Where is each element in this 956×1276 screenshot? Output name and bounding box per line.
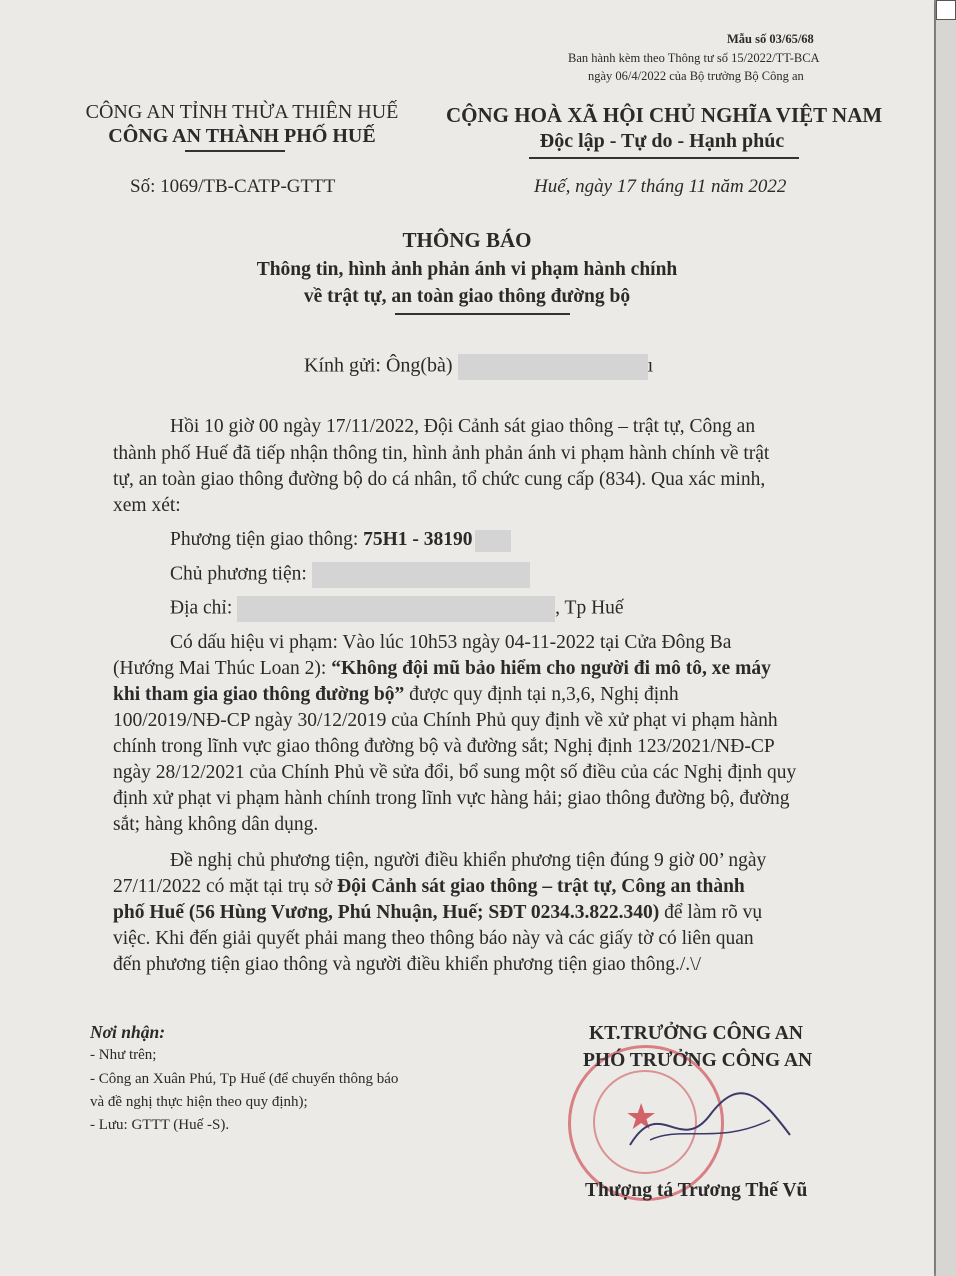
- violation-line-4: 100/2019/NĐ-CP ngày 30/12/2019 của Chính Phủ quy định về xử phạt vi phạm hành: [113, 710, 778, 731]
- redacted-name: [458, 354, 648, 380]
- star-icon: ★: [625, 1097, 658, 1137]
- owner-label: Chủ phương tiện:: [170, 563, 312, 585]
- request-office-1: Đội Cảnh sát giao thông – trật tự, Công an thành: [337, 876, 745, 897]
- corner-checkbox: [936, 0, 956, 20]
- form-code: Mẫu số 03/65/68: [727, 32, 814, 46]
- handwritten-signature: [620, 1085, 800, 1165]
- para1-line-2: thành phố Huế đã tiếp nhận thông tin, hình ảnh phản ánh vi phạm hành chính về trật: [113, 443, 770, 464]
- request-office-2: phố Huế (56 Hùng Vương, Phú Nhuận, Huế; SĐT 0234.3.822.340): [113, 902, 660, 923]
- vehicle-line: [170, 529, 511, 552]
- notice-subtitle-1: Thông tin, hình ảnh phản ánh vi phạm hành chính: [256, 259, 678, 280]
- violation-regulation: được quy định tại n,3,6, Nghị định: [404, 684, 679, 705]
- signature-line-1: KT.TRƯỞNG CÔNG AN: [589, 1023, 803, 1044]
- recipient-end: ı: [647, 354, 654, 377]
- violation-line-3: [113, 684, 679, 706]
- signer-name: Thượng tá Trương Thế Vũ: [585, 1180, 808, 1201]
- request-line-1: Đề nghị chủ phương tiện, người điều khiển phương tiện đúng 9 giờ 00’ ngày: [170, 850, 767, 871]
- vehicle-plate: 75H1 - 38190: [363, 529, 473, 550]
- recipients-item-1: - Như trên;: [90, 1047, 157, 1063]
- request-date: 27/11/2022 có mặt tại trụ sở: [113, 876, 338, 897]
- violation-offense-2: khi tham gia giao thông đường bộ”: [113, 684, 405, 705]
- violation-line-6: ngày 28/12/2021 của Chính Phủ về sửa đổi, bổ sung một số điều của các Nghị định quy: [113, 762, 797, 783]
- notice-title: THÔNG BÁO: [402, 228, 532, 252]
- para1-line-4: xem xét:: [113, 495, 181, 516]
- request-line-2: [113, 876, 745, 898]
- address-city: , Tp Huế: [555, 597, 624, 619]
- violation-line-2: [113, 658, 771, 680]
- request-line-3: [113, 902, 762, 924]
- vehicle-label: Phương tiện giao thông:: [170, 529, 364, 550]
- page-edge: [936, 0, 956, 1276]
- redacted-owner: [312, 562, 530, 588]
- notice-subtitle-2: về trật tự, an toàn giao thông đường bộ: [303, 286, 631, 307]
- agency-name: CÔNG AN THÀNH PHỐ HUẾ: [108, 125, 376, 147]
- document-number: Số: 1069/TB-CATP-GTTT: [130, 176, 336, 197]
- para1-line-3: tự, an toàn giao thông đường bộ do cá nhân, tổ chức cung cấp (834). Qua xác minh,: [113, 469, 766, 490]
- violation-location: (Hướng Mai Thúc Loan 2):: [113, 658, 332, 679]
- redacted-vehicle: [475, 530, 511, 552]
- para1-line-1: Hồi 10 giờ 00 ngày 17/11/2022, Đội Cảnh sát giao thông – trật tự, Công an: [170, 416, 756, 437]
- redacted-address: [237, 596, 555, 622]
- signature-line-2: PHÓ TRƯỞNG CÔNG AN: [583, 1050, 813, 1071]
- address-label: Địa chỉ:: [170, 597, 238, 619]
- request-line-4: việc. Khi đến giải quyết phải mang theo thông báo này và các giấy tờ có liên quan: [113, 928, 754, 949]
- request-line-5: đến phương tiện giao thông và người điều khiển phương tiện giao thông./.\/: [113, 954, 701, 975]
- issued-line-2: ngày 06/4/2022 của Bộ trưởng Bộ Công an: [588, 69, 804, 83]
- violation-line-7: định xử phạt vi phạm hành chính trong lĩnh vực hàng hải; giao thông đường bộ, đường: [113, 788, 790, 809]
- recipient-label: Kính gửi: Ông(bà): [304, 354, 458, 377]
- violation-line-1: Có dấu hiệu vi phạm: Vào lúc 10h53 ngày 04-11-2022 tại Cửa Đông Ba: [170, 632, 732, 653]
- recipient-line: [304, 354, 653, 380]
- agency-parent: CÔNG AN TỈNH THỪA THIÊN HUẾ: [85, 101, 399, 123]
- issued-line-1: Ban hành kèm theo Thông tư số 15/2022/TT-BCA: [568, 51, 820, 65]
- violation-offense-1: “Không đội mũ bảo hiểm cho người đi mô tô, xe máy: [331, 658, 771, 679]
- title-underline: [395, 313, 570, 315]
- motto: Độc lập - Tự do - Hạnh phúc: [539, 130, 785, 152]
- document-date: Huế, ngày 17 tháng 11 năm 2022: [534, 176, 787, 197]
- recipients-item-3: và đề nghị thực hiện theo quy định);: [90, 1094, 308, 1110]
- violation-line-8: sắt; hàng không dân dụng.: [113, 814, 319, 835]
- request-purpose: để làm rõ vụ: [659, 902, 763, 923]
- violation-line-5: chính trong lĩnh vực giao thông đường bộ và đường sắt; Nghị định 123/2021/NĐ-CP: [113, 736, 775, 757]
- owner-line: [170, 562, 530, 588]
- recipients-item-4: - Lưu: GTTT (Huế -S).: [90, 1117, 230, 1133]
- recipients-item-2: - Công an Xuân Phú, Tp Huế (để chuyển thông báo: [90, 1071, 399, 1087]
- address-line: [170, 596, 624, 622]
- motto-underline: [529, 157, 799, 159]
- recipients-title: Nơi nhận:: [90, 1022, 166, 1042]
- agency-underline: [185, 150, 285, 152]
- country-name: CỘNG HOÀ XÃ HỘI CHỦ NGHĨA VIỆT NAM: [446, 103, 883, 127]
